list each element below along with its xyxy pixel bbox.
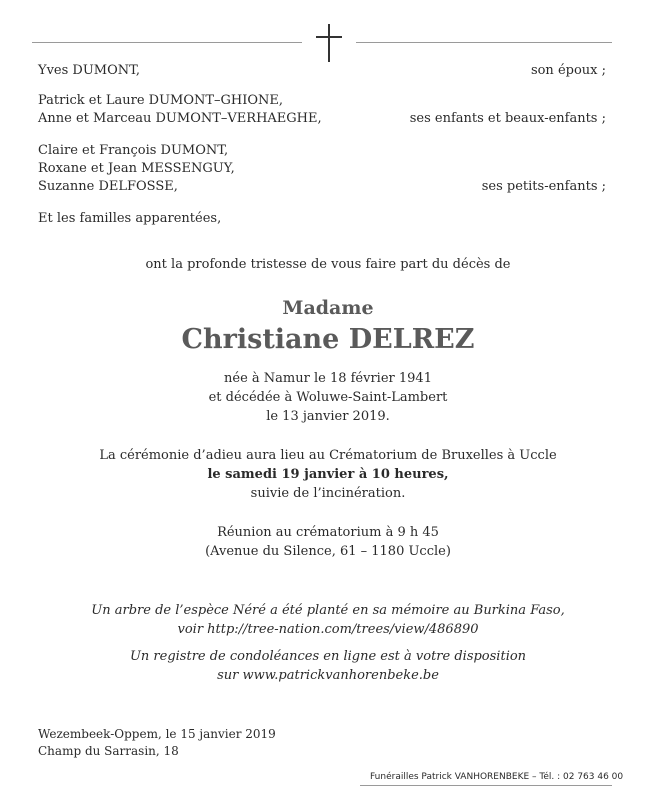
condolences-link[interactable]: sur www.patrickvanhorenbeke.be [217,668,439,683]
reunion-address: (Avenue du Silence, 61 – 1180 Uccle) [205,544,451,559]
family-children [38,92,606,128]
child-name: Anne et Marceau DUMONT–VERHAEGHE, [38,111,322,126]
spouse-relation: son époux ; [530,63,606,78]
death-date: le 13 janvier 2019. [266,409,390,424]
grandchild-name: Roxane et Jean MESSENGUY, [38,161,235,176]
ceremony-line3: suivie de l’incinération. [250,486,406,501]
deceased-name: Christiane DELREZ [181,324,475,355]
death-line: et décédée à Woluwe-Saint-Lambert [208,390,448,405]
tree-link[interactable]: voir http://tree-nation.com/trees/view/486890 [177,622,479,637]
grandchild-name: Suzanne DELFOSSE, [38,179,178,194]
family-others [38,210,606,228]
condolences-line1: Un registre de condoléances en ligne est à votre disposition [129,649,527,664]
child-name: Patrick et Laure DUMONT–GHIONE, [38,93,284,108]
grandchild-name: Claire et François DUMONT, [38,143,229,158]
cross-icon [316,24,342,62]
others-text: Et les familles apparentées, [38,211,222,226]
announcement-text: ont la profonde tristesse de vous faire part du décès de [145,257,511,272]
funeral-home: Funérailles Patrick VANHORENBEKE – Tél. : 02 763 46 00 [370,772,624,782]
footer-left [38,726,276,760]
ceremony-line1: La cérémonie d’adieu aura lieu au Crématorium de Bruxelles à Uccle [99,448,557,463]
footer-rule [360,785,612,786]
family-spouse [38,62,606,80]
top-rule-right [356,42,612,43]
reunion-line1: Réunion au crématorium à 9 h 45 [217,525,439,540]
deceased-title: Madame [282,297,374,319]
grandchildren-relation: ses petits-enfants ; [481,179,606,194]
children-relation: ses enfants et beaux-enfants ; [409,111,606,126]
birth-line: née à Namur le 18 février 1941 [224,371,432,386]
top-rule-left [32,42,302,43]
tree-line1: Un arbre de l’espèce Néré a été planté en sa mémoire au Burkina Faso, [91,603,565,618]
place-date: Wezembeek-Oppem, le 15 janvier 2019 [38,727,276,741]
return-address: Champ du Sarrasin, 18 [38,744,179,758]
spouse-name: Yves DUMONT, [38,63,141,78]
ceremony-datetime: le samedi 19 janvier à 10 heures, [207,467,449,482]
family-grandchildren [38,142,606,196]
